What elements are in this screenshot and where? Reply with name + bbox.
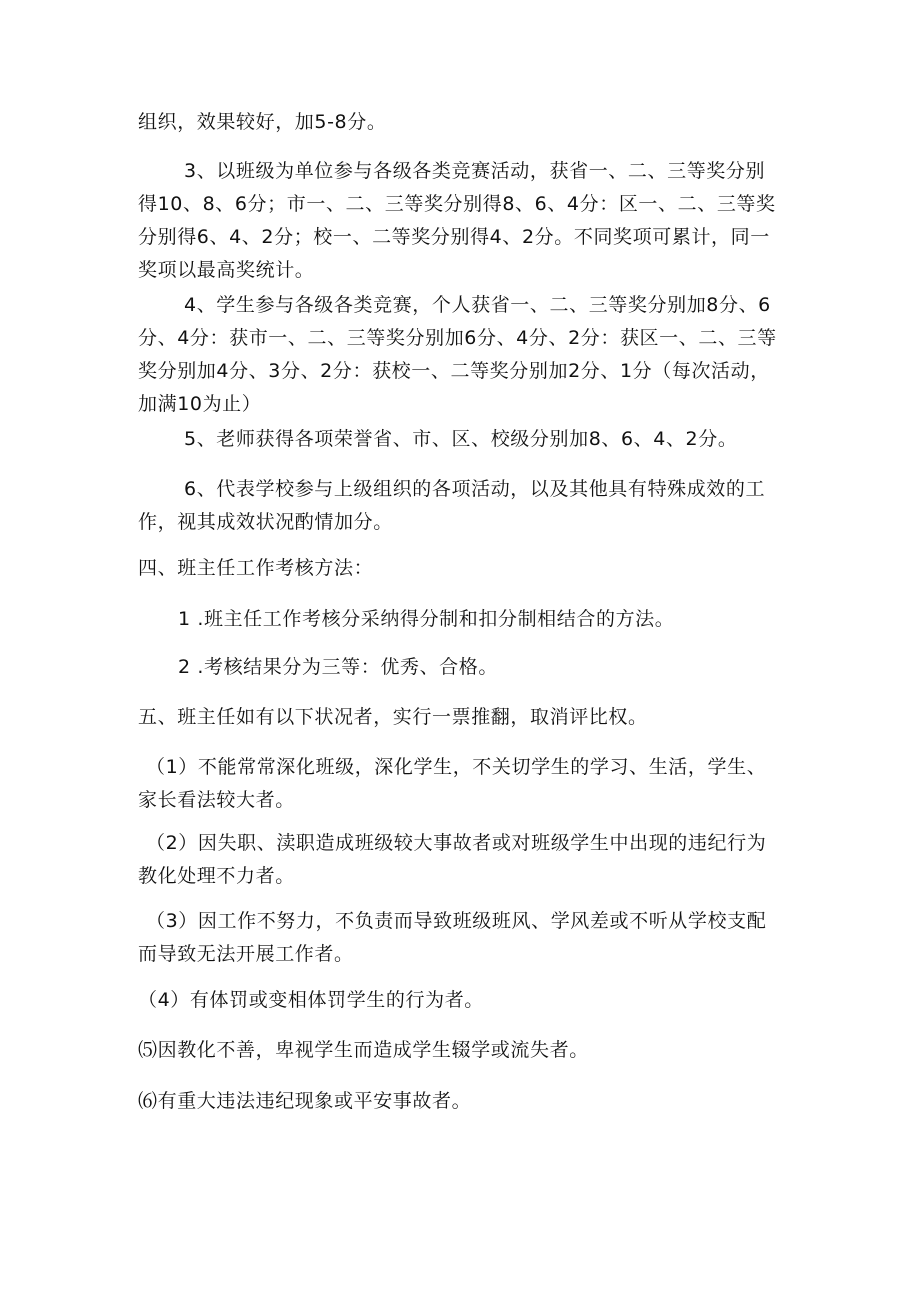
list-item-condition-5 <box>138 1034 788 1067</box>
text-line: 1 .班主任工作考核分采纳得分制和扣分制相结合的方法。 <box>178 608 675 630</box>
text-line: （2）因失职、渎职造成班级较大事故者或对班级学生中出现的违纪行为 <box>146 832 767 854</box>
text-line: 6、代表学校参与上级组织的各项活动，以及其他具有特殊成效的工 <box>184 478 766 500</box>
text-line: 3、以班级为单位参与各级各类竞赛活动，获省一、二、三等奖分别 <box>184 160 766 182</box>
text-line: 奖分别加4分、3分、2分：获校一、二等奖分别加2分、1分（每次活动， <box>138 360 770 382</box>
paragraph-teacher-honors <box>138 423 788 456</box>
paragraph-assessment-scoring <box>138 603 788 636</box>
paragraph-school-representation <box>138 473 788 539</box>
list-item-condition-3 <box>138 905 796 971</box>
list-item-condition-4 <box>138 984 788 1017</box>
text-line: 4、学生参与各级各类竞赛，个人获省一、二、三等奖分别加8分、6 <box>184 294 771 316</box>
paragraph-student-competition <box>138 289 788 421</box>
list-item-condition-6 <box>138 1085 788 1118</box>
text-line: 组织，效果较好，加5-8分。 <box>138 111 387 133</box>
text-line: 加满10为止） <box>138 393 262 415</box>
text-line: （4）有体罚或变相体罚学生的行为者。 <box>138 989 484 1011</box>
paragraph-class-competition <box>138 155 788 287</box>
text-line: ⑹有重大违法违纪现象或平安事故者。 <box>138 1090 472 1112</box>
list-item-condition-2 <box>138 827 796 893</box>
text-line: 得10、8、6分；市一、二、三等奖分别得8、6、4分：区一、二、三等奖 <box>138 193 776 215</box>
text-line: 五、班主任如有以下状况者，实行一票推翻，取消评比权。 <box>138 706 648 728</box>
text-line: 家长看法较大者。 <box>138 789 295 811</box>
section-heading-veto-conditions <box>138 701 788 734</box>
text-line: （3）因工作不努力，不负责而导致班级班风、学风差或不听从学校支配 <box>146 910 767 932</box>
text-line: 四、班主任工作考核方法： <box>138 557 374 579</box>
text-line: 分、4分：获市一、二、三等奖分别加6分、4分、2分：获区一、二、三等 <box>138 327 777 349</box>
text-line: 教化处理不力者。 <box>138 865 295 887</box>
paragraph-organization-bonus <box>138 106 788 139</box>
text-line: 2 .考核结果分为三等：优秀、合格。 <box>178 656 498 678</box>
section-heading-assessment-method <box>138 552 788 585</box>
text-line: 作，视其成效状况酌情加分。 <box>138 511 393 533</box>
text-line: （1）不能常常深化班级，深化学生，不关切学生的学习、生活，学生、 <box>146 756 767 778</box>
paragraph-assessment-grades <box>138 651 788 684</box>
list-item-condition-1 <box>138 751 796 817</box>
text-line: 分别得6、4、2分；校一、二等奖分别得4、2分。不同奖项可累计，同一 <box>138 226 770 248</box>
text-line: 而导致无法开展工作者。 <box>138 943 354 965</box>
text-line: 奖项以最高奖统计。 <box>138 259 315 281</box>
text-line: ⑸因教化不善，卑视学生而造成学生辍学或流失者。 <box>138 1039 589 1061</box>
text-line: 5、老师获得各项荣誉省、市、区、校级分别加8、6、4、2分。 <box>184 428 738 450</box>
